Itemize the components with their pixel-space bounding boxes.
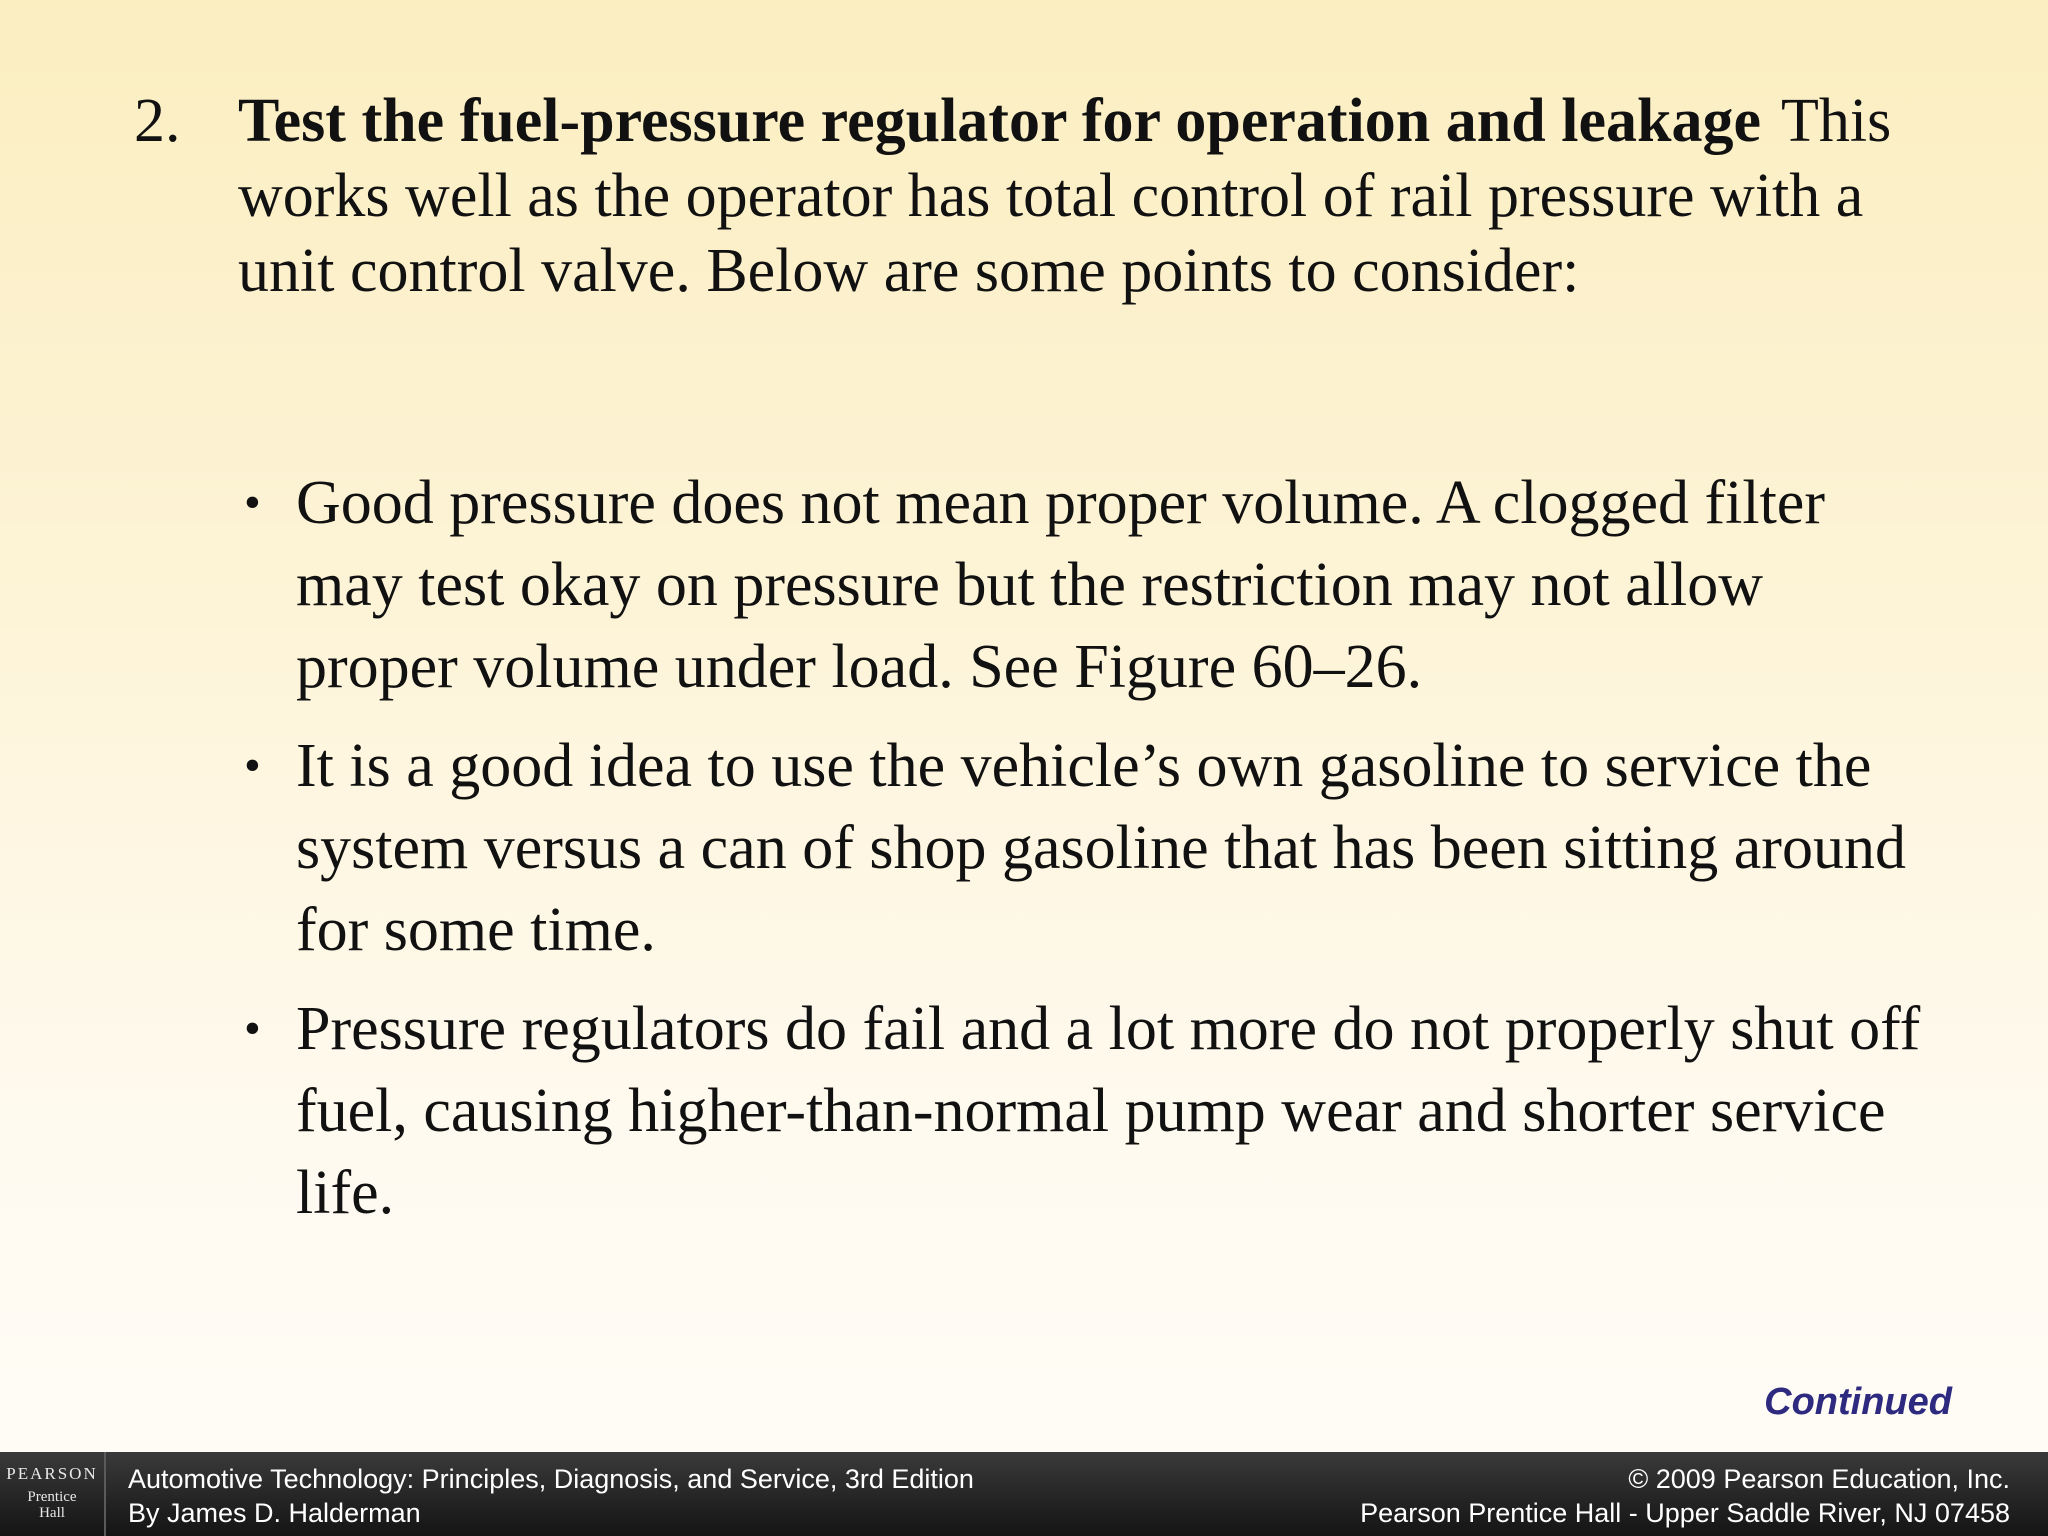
author-line: By James D. Halderman: [128, 1498, 421, 1528]
footer-copyright-info: [1360, 1462, 2010, 1530]
bullet-text: Good pressure does not mean proper volume. A clogged filter may test okay on pressure but the restriction may not allow proper volume under load. See Figure 60–26.: [296, 469, 1825, 701]
logo-imprint-line-2: Hall: [39, 1505, 65, 1521]
footer-bar: [0, 1452, 2048, 1536]
book-title: Automotive Technology: Principles, Diagnosis, and Service, 3rd Edition: [128, 1464, 974, 1494]
item-body: This works well as the operator has total control of rail pressure with a unit control valve. Below are some points to consider:: [238, 87, 1892, 305]
bullet-item: [240, 462, 1940, 708]
continued-label: Continued: [1764, 1381, 1952, 1423]
item-title: Test the fuel-pressure regulator for operation and leakage: [238, 87, 1761, 155]
logo-imprint: [0, 1489, 104, 1521]
bullet-item: [240, 988, 1940, 1234]
numbered-item: [134, 84, 1934, 309]
footer-book-info: [128, 1462, 974, 1530]
pearson-logo: [0, 1452, 106, 1536]
item-number: 2.: [134, 87, 181, 155]
publisher-line: Pearson Prentice Hall - Upper Saddle River, NJ 07458: [1360, 1498, 2010, 1528]
bullet-item: [240, 725, 1940, 971]
bullet-list: [240, 462, 1940, 1251]
bullet-text: It is a good idea to use the vehicle’s own gasoline to service the system versus a can of shop gasoline that has been sitting around for some time.: [296, 732, 1906, 964]
copyright-line: © 2009 Pearson Education, Inc.: [1628, 1464, 2010, 1494]
bullet-icon: •: [244, 739, 261, 792]
logo-imprint-line-1: Prentice: [27, 1489, 77, 1505]
item-text: [238, 84, 1938, 309]
bullet-icon: •: [244, 1002, 261, 1055]
bullet-icon: •: [244, 476, 261, 529]
bullet-text: Pressure regulators do fail and a lot more do not properly shut off fuel, causing higher-than-normal pump wear and shorter service life.: [296, 995, 1921, 1227]
logo-wordmark: PEARSON: [6, 1464, 98, 1483]
